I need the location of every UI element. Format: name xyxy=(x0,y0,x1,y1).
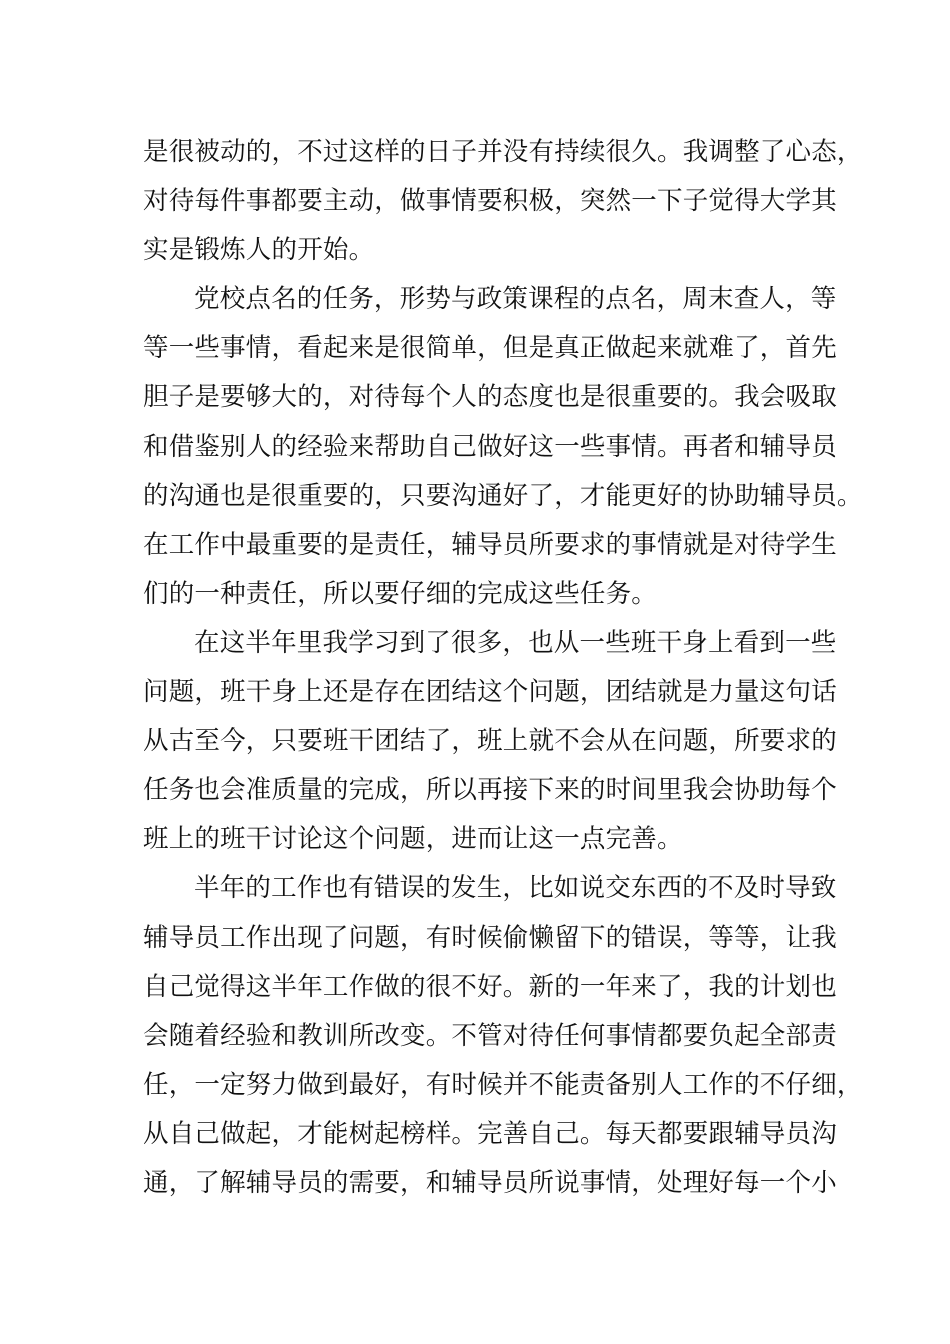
text-line: 会随着经验和教训所改变。不管对待任何事情都要负起全部责 xyxy=(143,1020,837,1051)
document-body xyxy=(143,128,863,1208)
text-line: 辅导员工作出现了问题，有时候偷懒留下的错误，等等，让我 xyxy=(143,922,837,953)
text-line: 任，一定努力做到最好，有时候并不能责备别人工作的不仔细， xyxy=(143,1069,863,1100)
text-line: 从古至今，只要班干团结了，班上就不会从在问题，所要求的 xyxy=(143,726,837,757)
text-line: 自己觉得这半年工作做的很不好。新的一年来了，我的计划也 xyxy=(143,971,837,1002)
paragraph-first-line: 半年的工作也有错误的发生，比如说交东西的不及时导致 xyxy=(194,873,837,904)
text-line: 胆子是要够大的，对待每个人的态度也是很重要的。我会吸取 xyxy=(143,382,837,413)
text-line: 实是锻炼人的开始。 xyxy=(143,235,375,266)
paragraph-first-line: 党校点名的任务，形势与政策课程的点名，周末查人，等 xyxy=(194,284,837,315)
text-line: 的沟通也是很重要的，只要沟通好了，才能更好的协助辅导员。 xyxy=(143,480,863,511)
text-line: 从自己做起，才能树起榜样。完善自己。每天都要跟辅导员沟 xyxy=(143,1118,837,1149)
text-line: 对待每件事都要主动，做事情要积极，突然一下子觉得大学其 xyxy=(143,186,837,217)
text-line: 和借鉴别人的经验来帮助自己做好这一些事情。再者和辅导员 xyxy=(143,431,837,462)
text-line: 任务也会准质量的完成，所以再接下来的时间里我会协助每个 xyxy=(143,775,837,806)
text-line: 问题，班干身上还是存在团结这个问题，团结就是力量这句话 xyxy=(143,677,837,708)
text-line: 在工作中最重要的是责任，辅导员所要求的事情就是对待学生 xyxy=(143,529,837,560)
text-line: 等一些事情，看起来是很简单，但是真正做起来就难了，首先 xyxy=(143,333,837,364)
text-line: 通，了解辅导员的需要，和辅导员所说事情，处理好每一个小 xyxy=(143,1167,837,1198)
text-line: 班上的班干讨论这个问题，进而让这一点完善。 xyxy=(143,824,683,855)
text-line: 们的一种责任，所以要仔细的完成这些任务。 xyxy=(143,578,658,609)
text-line: 是很被动的，不过这样的日子并没有持续很久。我调整了心态， xyxy=(143,137,863,167)
paragraph-first-line: 在这半年里我学习到了很多，也从一些班干身上看到一些 xyxy=(194,627,837,658)
